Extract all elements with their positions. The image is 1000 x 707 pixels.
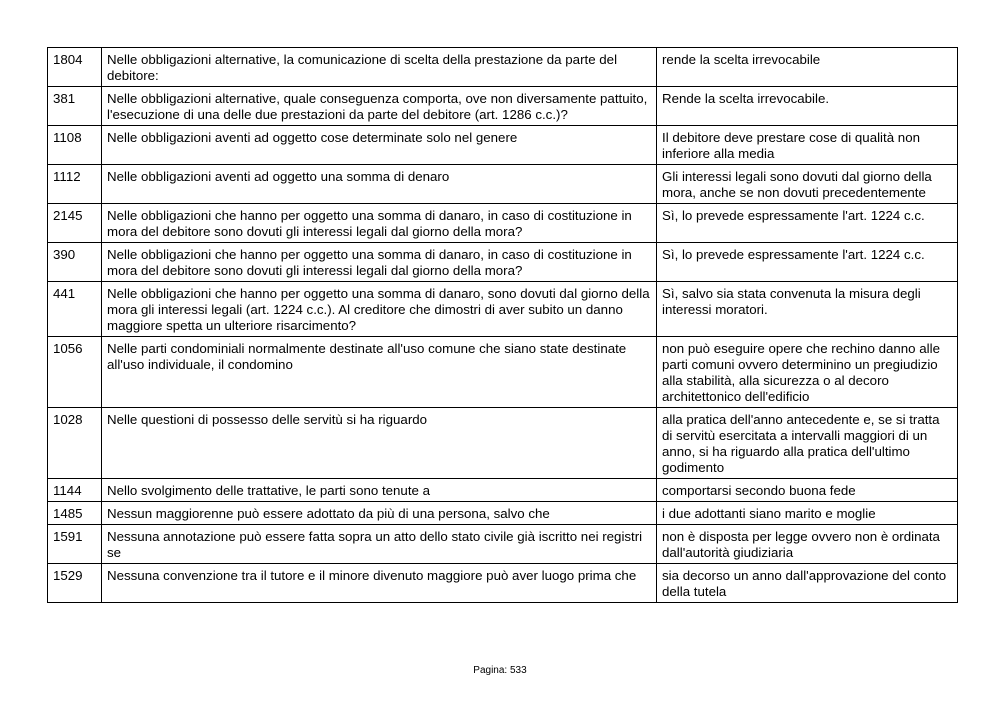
- question-text: Nelle parti condominiali normalmente destinate all'uso comune che siano state destinate all'uso individuale, il condomino: [102, 337, 657, 408]
- question-text: Nelle obbligazioni aventi ad oggetto una somma di denaro: [102, 165, 657, 204]
- question-text: Nelle obbligazioni aventi ad oggetto cose determinate solo nel genere: [102, 126, 657, 165]
- answer-text: Il debitore deve prestare cose di qualità non inferiore alla media: [657, 126, 958, 165]
- question-number: 1804: [48, 48, 102, 87]
- question-number: 441: [48, 282, 102, 337]
- table-row: [48, 126, 958, 165]
- answer-text: sia decorso un anno dall'approvazione del conto della tutela: [657, 564, 958, 603]
- answer-text: non è disposta per legge ovvero non è ordinata dall'autorità giudiziaria: [657, 525, 958, 564]
- table-row: [48, 502, 958, 525]
- question-text: Nelle obbligazioni alternative, la comunicazione di scelta della prestazione da parte del debitore:: [102, 48, 657, 87]
- question-number: 1112: [48, 165, 102, 204]
- answer-text: Gli interessi legali sono dovuti dal giorno della mora, anche se non dovuti precedentemente: [657, 165, 958, 204]
- question-number: 390: [48, 243, 102, 282]
- table-row: [48, 479, 958, 502]
- table-row: [48, 243, 958, 282]
- question-text: Nelle obbligazioni che hanno per oggetto una somma di danaro, in caso di costituzione in mora del debitore sono dovuti gli interessi legali dal giorno della mora?: [102, 204, 657, 243]
- answer-text: Rende la scelta irrevocabile.: [657, 87, 958, 126]
- question-number: 381: [48, 87, 102, 126]
- table-row: [48, 282, 958, 337]
- question-text: Nessun maggiorenne può essere adottato da più di una persona, salvo che: [102, 502, 657, 525]
- table-row: [48, 87, 958, 126]
- answer-text: comportarsi secondo buona fede: [657, 479, 958, 502]
- table-row: [48, 525, 958, 564]
- page-number: Pagina: 533: [473, 665, 527, 676]
- answer-text: Sì, lo prevede espressamente l'art. 1224 c.c.: [657, 204, 958, 243]
- question-number: 1144: [48, 479, 102, 502]
- answer-text: non può eseguire opere che rechino danno alle parti comuni ovvero determinino un pregiudizio alla stabilità, alla sicurezza o al decoro architettonico dell'edificio: [657, 337, 958, 408]
- answer-text: i due adottanti siano marito e moglie: [657, 502, 958, 525]
- question-text: Nessuna annotazione può essere fatta sopra un atto dello stato civile già iscritto nei registri se: [102, 525, 657, 564]
- question-number: 1108: [48, 126, 102, 165]
- table-row: [48, 165, 958, 204]
- question-text: Nelle questioni di possesso delle servitù si ha riguardo: [102, 408, 657, 479]
- question-text: Nello svolgimento delle trattative, le parti sono tenute a: [102, 479, 657, 502]
- question-number: 2145: [48, 204, 102, 243]
- answer-text: rende la scelta irrevocabile: [657, 48, 958, 87]
- question-text: Nelle obbligazioni che hanno per oggetto una somma di danaro, sono dovuti dal giorno della mora gli interessi legali (art. 1224 c.c.). Al creditore che dimostri di aver subito un danno maggiore spetta un ulteriore risarcimento?: [102, 282, 657, 337]
- table-row: [48, 564, 958, 603]
- answer-text: Sì, lo prevede espressamente l'art. 1224 c.c.: [657, 243, 958, 282]
- answer-text: Sì, salvo sia stata convenuta la misura degli interessi moratori.: [657, 282, 958, 337]
- table-row: [48, 337, 958, 408]
- table-row: [48, 48, 958, 87]
- quiz-table: [47, 47, 958, 603]
- question-number: 1056: [48, 337, 102, 408]
- question-text: Nessuna convenzione tra il tutore e il minore divenuto maggiore può aver luogo prima che: [102, 564, 657, 603]
- table-row: [48, 408, 958, 479]
- question-text: Nelle obbligazioni alternative, quale conseguenza comporta, ove non diversamente pattuito, l'esecuzione di una delle due prestazioni da parte del debitore (art. 1286 c.c.)?: [102, 87, 657, 126]
- question-number: 1485: [48, 502, 102, 525]
- answer-text: alla pratica dell'anno antecedente e, se si tratta di servitù esercitata a intervalli maggiori di un anno, si ha riguardo alla pratica dell'ultimo godimento: [657, 408, 958, 479]
- question-number: 1529: [48, 564, 102, 603]
- question-number: 1591: [48, 525, 102, 564]
- table-row: [48, 204, 958, 243]
- question-number: 1028: [48, 408, 102, 479]
- quiz-table-body: [48, 48, 958, 603]
- question-text: Nelle obbligazioni che hanno per oggetto una somma di danaro, in caso di costituzione in mora del debitore sono dovuti gli interessi legali dal giorno della mora?: [102, 243, 657, 282]
